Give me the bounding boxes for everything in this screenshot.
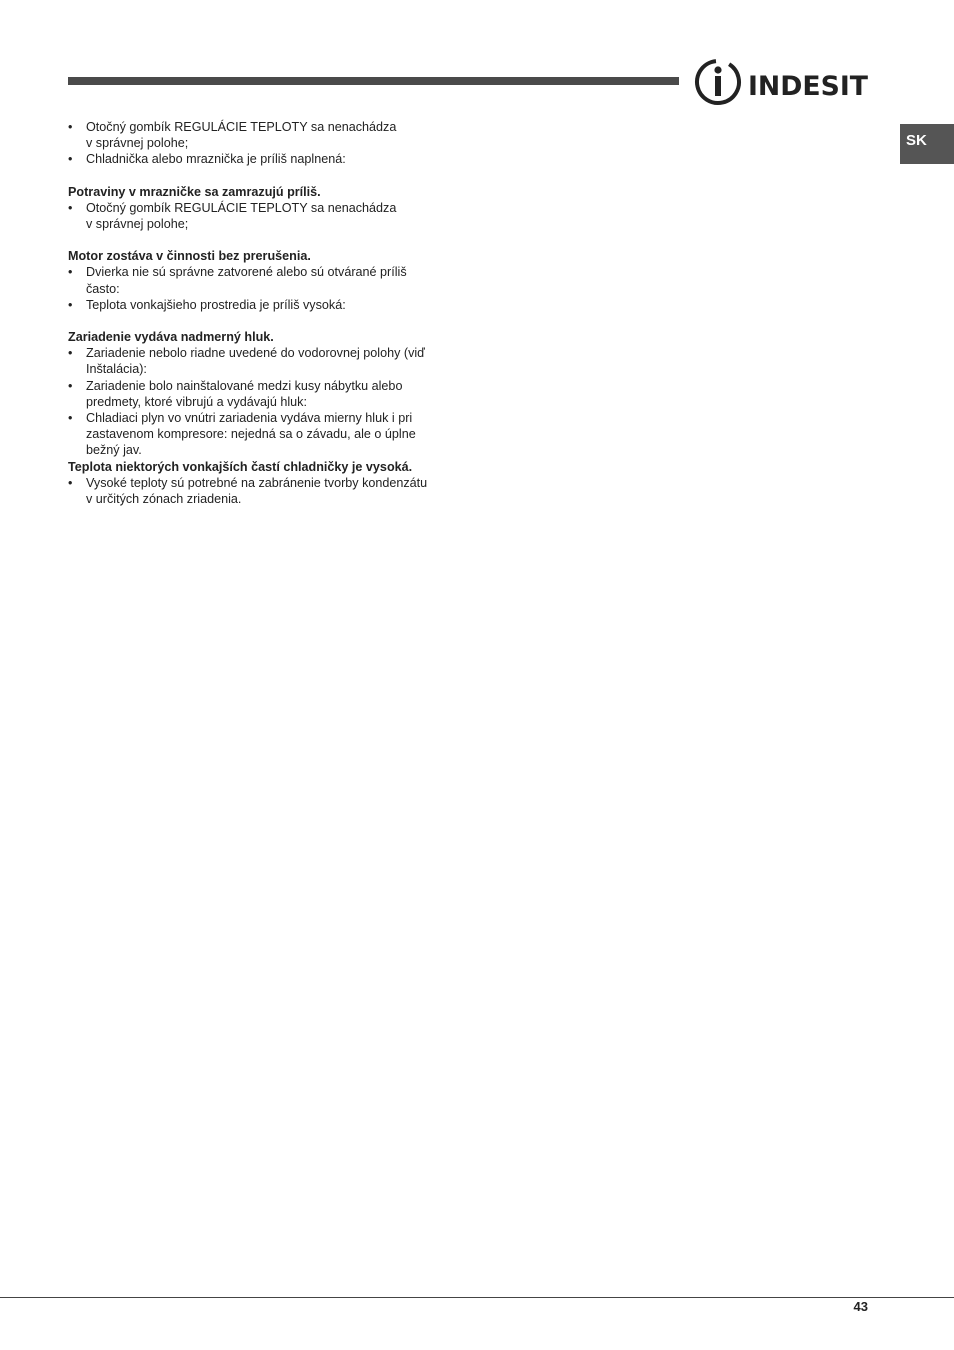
bullet-list <box>68 345 463 458</box>
list-item <box>68 410 463 459</box>
list-item <box>68 151 463 167</box>
list-item-line: v správnej polohe; <box>86 136 189 151</box>
section-gap <box>68 232 463 248</box>
logo-brand-text: INDESIT <box>748 71 869 102</box>
list-item-line: • Chladnička alebo mraznička je príliš naplnená: <box>86 152 346 167</box>
list-item <box>68 475 463 507</box>
troubleshooting-content <box>68 119 463 507</box>
bullet-list <box>68 475 463 507</box>
language-tab: SK <box>900 124 954 164</box>
list-item-line: zastavenom kompresore: nejedná sa o závadu, ale o úplne <box>86 427 416 442</box>
brand-logo <box>694 58 870 108</box>
list-item-line: • Zariadenie nebolo riadne uvedené do vodorovnej polohy (viď <box>86 346 425 361</box>
section-gap <box>68 168 463 184</box>
list-item-line: • Otočný gombík REGULÁCIE TEPLOTY sa nenachádza <box>86 200 397 215</box>
list-item-line: • Teplota vonkajšieho prostredia je príliš vysoká: <box>86 297 346 312</box>
bullet-list <box>68 200 463 232</box>
list-item <box>68 200 463 232</box>
list-item <box>68 378 463 410</box>
list-item-line: • Otočný gombík REGULÁCIE TEPLOTY sa nenachádza <box>86 120 397 134</box>
section-title: Zariadenie vydáva nadmerný hluk. <box>68 330 274 345</box>
list-item-line: • Vysoké teploty sú potrebné na zabránenie tvorby kondenzátu <box>86 475 428 490</box>
footer-rule <box>0 1297 954 1298</box>
page-number: 43 <box>853 1299 868 1314</box>
list-item-line: • Zariadenie bolo nainštalované medzi kusy nábytku alebo <box>86 378 403 393</box>
list-item <box>68 264 463 296</box>
list-item-line: • Chladiaci plyn vo vnútri zariadenia vydáva mierny hluk i pri <box>86 411 413 426</box>
list-item <box>68 297 463 313</box>
logo-i-stem-icon <box>715 76 721 96</box>
section-title: Motor zostáva v činnosti bez prerušenia. <box>68 249 311 264</box>
bullet-list <box>68 119 463 168</box>
header-rule <box>68 77 679 85</box>
section-title: Teplota niektorých vonkajších častí chladničky je vysoká. <box>68 459 413 474</box>
list-item-line: často: <box>86 281 120 296</box>
list-item-line: v správnej polohe; <box>86 217 189 232</box>
section-gap <box>68 313 463 329</box>
list-item-line: Inštalácia): <box>86 362 147 377</box>
bullet-list <box>68 264 463 313</box>
list-item <box>68 119 463 151</box>
logo-i-dot-icon <box>714 66 721 73</box>
list-item <box>68 345 463 377</box>
list-item-line: predmety, ktoré vibrujú a vydávajú hluk: <box>86 394 307 409</box>
list-item-line: bežný jav. <box>86 443 142 458</box>
section-title: Potraviny v mrazničke sa zamrazujú príliš. <box>68 184 321 199</box>
list-item-line: v určitých zónach zriadenia. <box>86 492 242 507</box>
list-item-line: • Dvierka nie sú správne zatvorené alebo sú otvárané príliš <box>86 265 407 280</box>
